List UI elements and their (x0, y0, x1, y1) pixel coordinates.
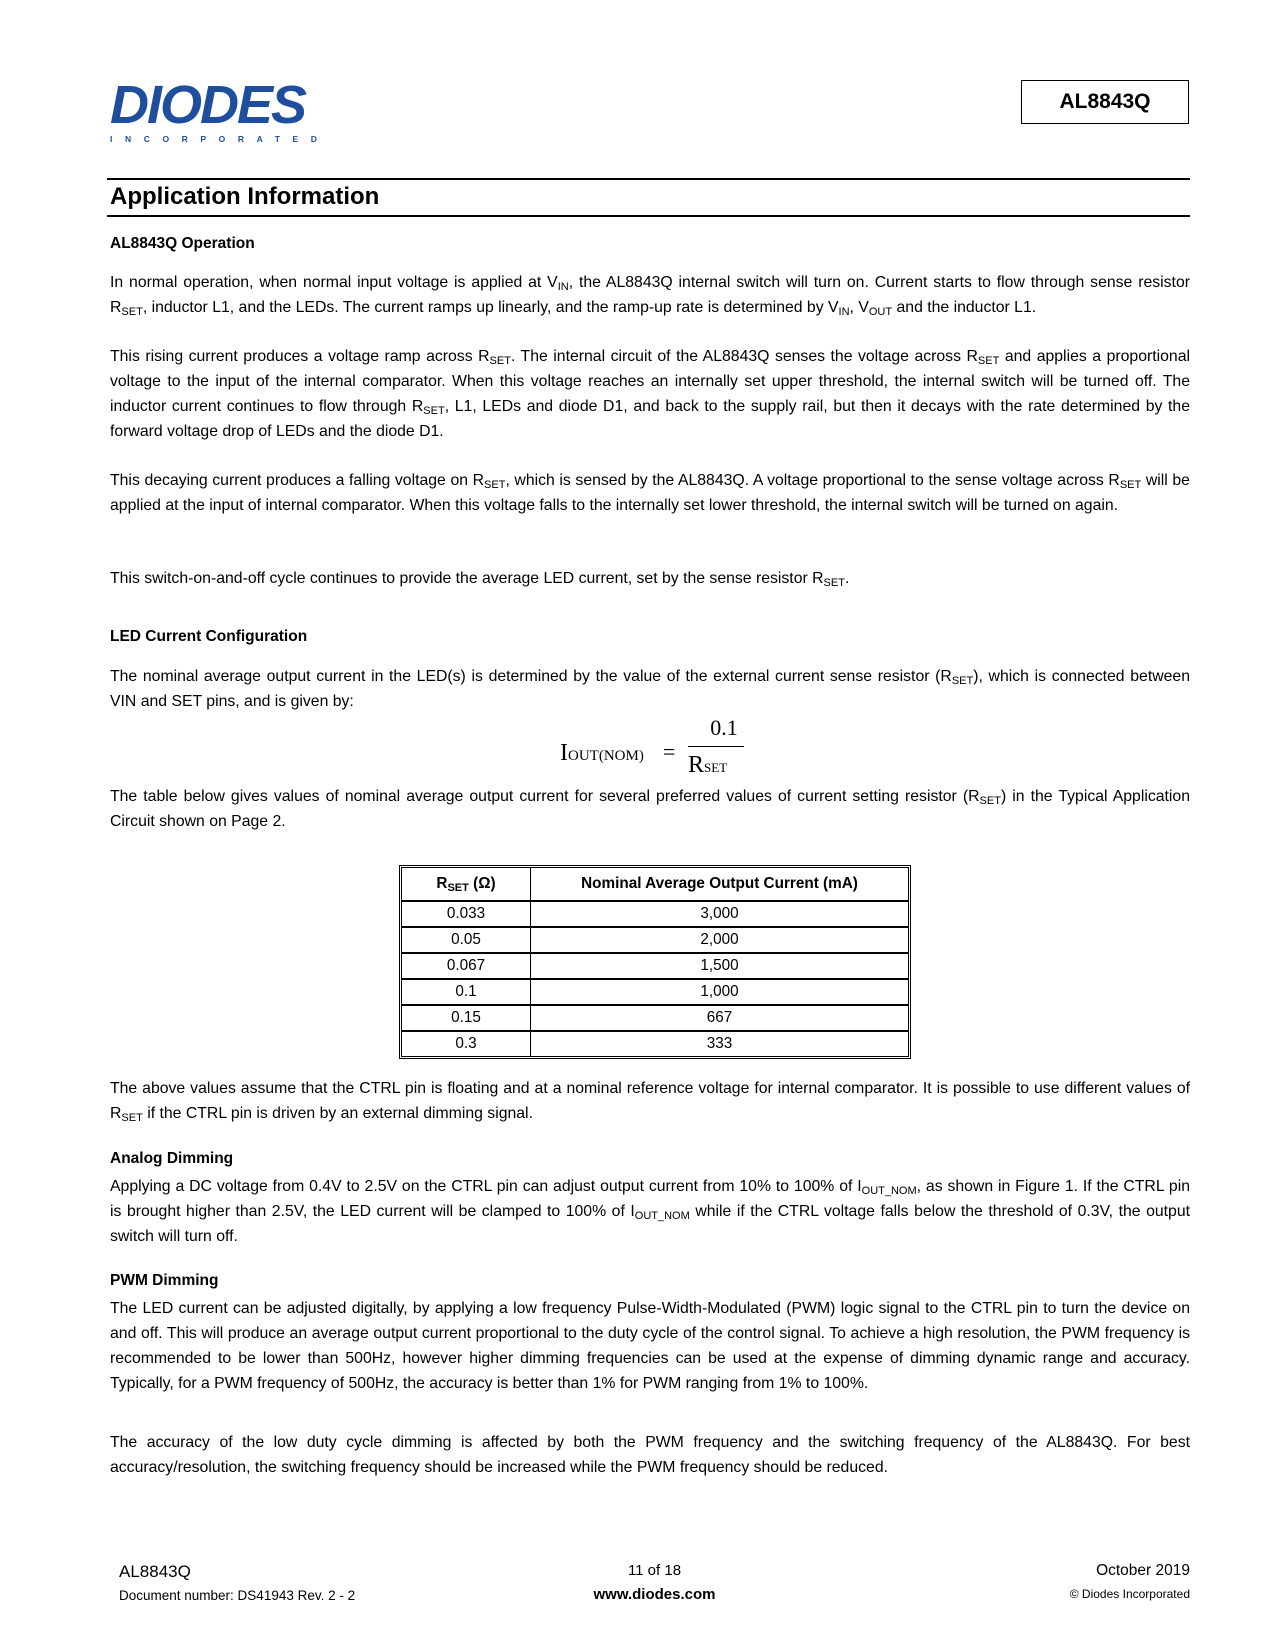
formula-numerator: 0.1 (710, 715, 738, 740)
formula-lhs: IOUT(NOM) (560, 740, 644, 766)
part-number-box: AL8843Q (1021, 80, 1189, 124)
rset-cell: 0.05 (402, 927, 531, 953)
current-cell: 3,000 (531, 901, 909, 927)
operation-paragraph-2: This rising current produces a voltage ramp across $R_{SET}$. The internal circuit of the AL8843Q senses the voltage across $R_{SET}$ and applies a proportional voltage to the input of the internal comparator. When this voltage reaches an internally set upper threshold, the internal switch will be turned off. The inductor current continues to flow through $R_{SET}$, L1, LEDs and diode D1, and back to the supply rail, but then it decays with the rate determined by the forward voltage drop of LEDs and the diode D1. (110, 348, 1191, 440)
footer-date: October 2019 (1096, 1562, 1190, 1579)
operation-paragraph-4: This switch-on-and-off cycle continues to provide the average LED current, set by the sense resistor $R_{SET}$. (110, 570, 850, 589)
led-config-paragraph-1: The nominal average output current in the LED(s) is determined by the value of the external current sense resistor $(R_{SET})$, which is connected between VIN and SET pins, and is given by: (110, 668, 1190, 710)
rset-cell: 0.15 (402, 1005, 531, 1031)
formula-fraction-bar (688, 746, 744, 747)
current-cell: 667 (531, 1005, 909, 1031)
pwm-dimming-heading: PWM Dimming (110, 1272, 219, 1289)
formula-equals: = (663, 739, 676, 764)
table-header-current: Nominal Average Output Current (mA) (531, 868, 909, 901)
footer-part-number: AL8843Q (119, 1562, 191, 1581)
table-row (402, 1005, 908, 1031)
diodes-logo (110, 75, 330, 144)
logo-wordmark: DIODES (110, 75, 306, 135)
rset-cell: 0.067 (402, 953, 531, 979)
led-config-paragraph-2: The table below gives values of nominal average output current for several preferred values of current setting resistor $(R_{SET})$ in the Typical Application Circuit shown on Page 2. (110, 788, 1190, 830)
footer-document-number: Document number: DS41943 Rev. 2 - 2 (119, 1588, 356, 1603)
table-row (402, 953, 908, 979)
operation-heading: AL8843Q Operation (110, 235, 255, 252)
table-header-row (402, 868, 908, 901)
footer-website-link[interactable]: www.diodes.com (593, 1586, 716, 1603)
analog-dimming-paragraph: Applying a DC voltage from 0.4V to 2.5V on the CTRL pin can adjust output current from 10% to 100% of $I_{OUT\_NOM}$, as shown in Figure 1. If the CTRL pin is brought higher than 2.5V, the LED current will be clamped to 100% of $I_{OUT\_NOM}$ while if the CTRL voltage falls below the threshold of 0.3V, the output switch will turn off. (110, 1178, 1190, 1245)
pwm-dimming-paragraph-1: The LED current can be adjusted digitally, by applying a low frequency Pulse-Width-Modulated (PWM) logic signal to the CTRL pin to turn the device on and off. This will produce an average output current proportional to the duty cycle of the control signal. To achieve a high resolution, the PWM frequency is recommended to be lower than 500Hz, however higher dimming frequencies can be used at the expense of dimming dynamic range and accuracy. Typically, for a PWM frequency of 500Hz, the accuracy is better than 1% for PWM ranging from 1% to 100%. (110, 1300, 1190, 1392)
after-table-paragraph: The above values assume that the CTRL pin is floating and at a nominal reference voltage for internal comparator. It is possible to use different values of $R_{SET}$ if the CTRL pin is driven by an external dimming signal. (110, 1080, 1190, 1124)
logo-subtext: INCORPORATED (110, 134, 330, 144)
section-title: Application Information (110, 183, 380, 210)
rset-current-table (399, 865, 911, 1059)
current-formula (560, 715, 760, 788)
footer-copyright: © Diodes Incorporated (1069, 1587, 1190, 1601)
table-header-rset: $R_{SET}$ (Ω) (402, 868, 531, 901)
formula-denominator: RSET (688, 752, 728, 778)
table-row (402, 979, 908, 1005)
current-cell: 2,000 (531, 927, 909, 953)
led-config-heading: LED Current Configuration (110, 628, 308, 645)
table-row (402, 1031, 908, 1056)
rset-cell: 0.3 (402, 1031, 531, 1056)
current-cell: 1,000 (531, 979, 909, 1005)
analog-dimming-heading: Analog Dimming (110, 1150, 234, 1167)
current-cell: 1,500 (531, 953, 909, 979)
footer-page-number: 11 of 18 (627, 1562, 682, 1579)
title-rule-top (107, 178, 1190, 180)
pwm-dimming-paragraph-2: The accuracy of the low duty cycle dimming is affected by both the PWM frequency and the switching frequency of the AL8843Q. For best accuracy/resolution, the switching frequency should be increased while the PWM frequency should be reduced. (110, 1434, 1190, 1476)
table-row (402, 901, 908, 927)
operation-paragraph-1: In normal operation, when normal input voltage is applied at $V_{IN}$, the AL8843Q internal switch will turn on. Current starts to flow through sense resistor $R_{SET}$, inductor L1, and the LEDs. The current ramps up linearly, and the ramp-up rate is determined by $V_{IN}$, $V_{OUT}$ and the inductor L1. (110, 274, 1190, 318)
current-cell: 333 (706, 1035, 733, 1052)
table-row (402, 927, 908, 953)
rset-cell: 0.033 (402, 901, 531, 927)
title-rule-bottom (107, 215, 1190, 217)
operation-paragraph-3: This decaying current produces a falling voltage on $R_{SET}$, which is sensed by the AL8843Q. A voltage proportional to the sense voltage across $R_{SET}$ will be applied at the input of internal comparator. When this voltage falls to the internally set lower threshold, the internal switch will be turned on again. (110, 472, 1190, 514)
rset-cell: 0.1 (402, 979, 531, 1005)
